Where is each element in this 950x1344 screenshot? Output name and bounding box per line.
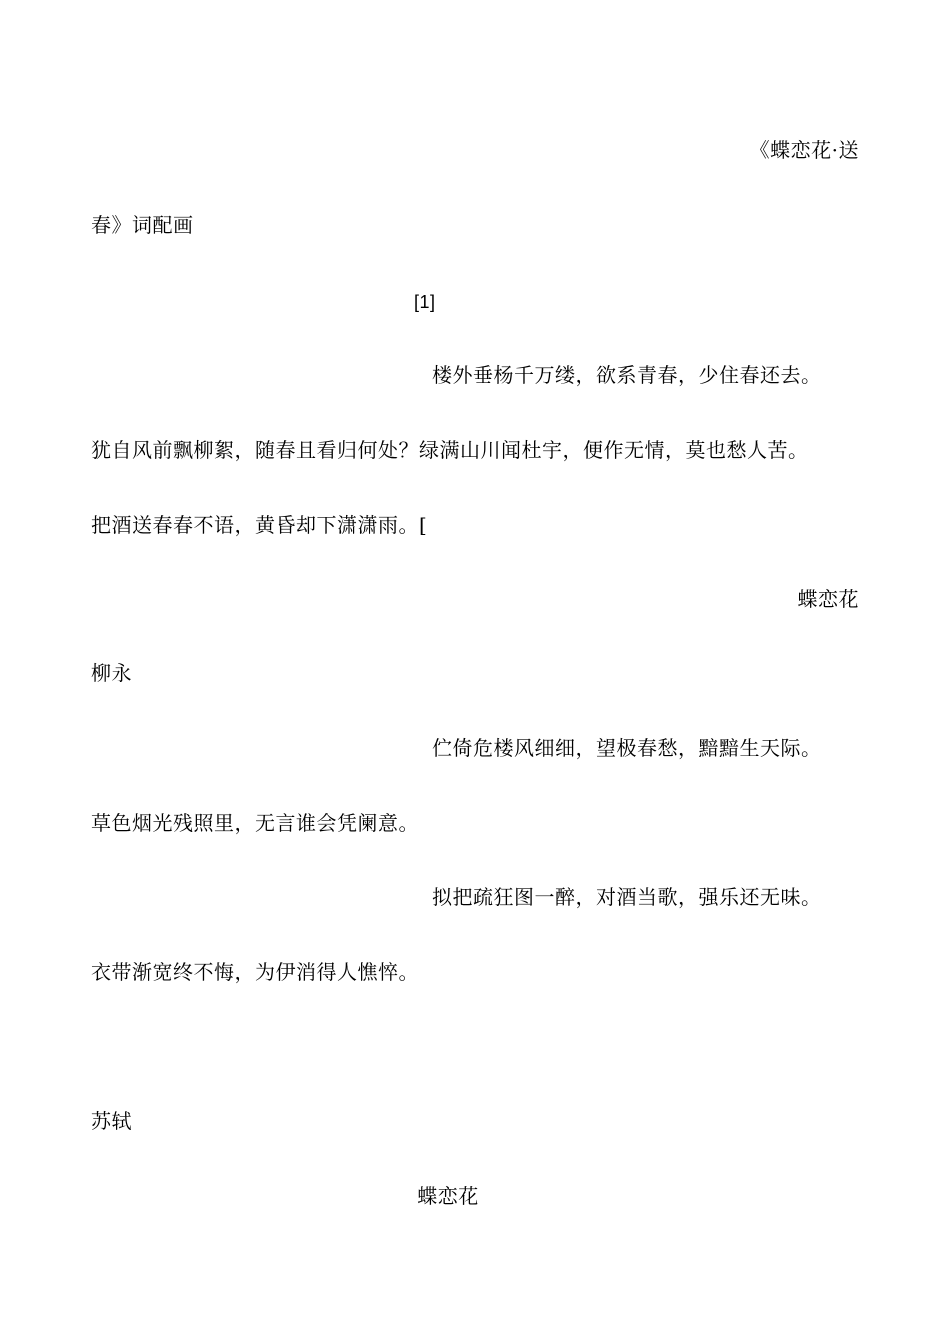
poem2-line-1: 伫倚危楼风细细，望极春愁，黯黯生天际。 xyxy=(432,736,822,760)
section3-title: 蝶恋花 xyxy=(417,1184,479,1208)
poem1-line-1: 楼外垂杨千万缕，欲系青春，少住春还去。 xyxy=(432,363,822,387)
footnote-mark[interactable]: [1] xyxy=(414,292,436,312)
section3-author: 苏轼 xyxy=(91,1109,132,1133)
title-line-2: 春》词配画 xyxy=(91,213,194,237)
poem1-line-2: 犹自风前飘柳絮，随春且看归何处？绿满山川闻杜宇，便作无情，莫也愁人苦。 xyxy=(91,438,809,462)
poem2-line-4: 衣带渐宽终不悔，为伊消得人憔悴。 xyxy=(91,960,419,984)
poem1-line-3: 把酒送春春不语，黄昏却下潇潇雨。[ xyxy=(91,513,428,537)
title-line-1: 《蝶恋花·送 xyxy=(749,138,859,162)
section2-author: 柳永 xyxy=(91,661,132,685)
poem2-line-3: 拟把疏狂图一醉，对酒当歌，强乐还无味。 xyxy=(432,885,822,909)
section2-title: 蝶恋花 xyxy=(797,587,859,611)
poem2-line-2: 草色烟光残照里，无言谁会凭阑意。 xyxy=(91,811,419,835)
